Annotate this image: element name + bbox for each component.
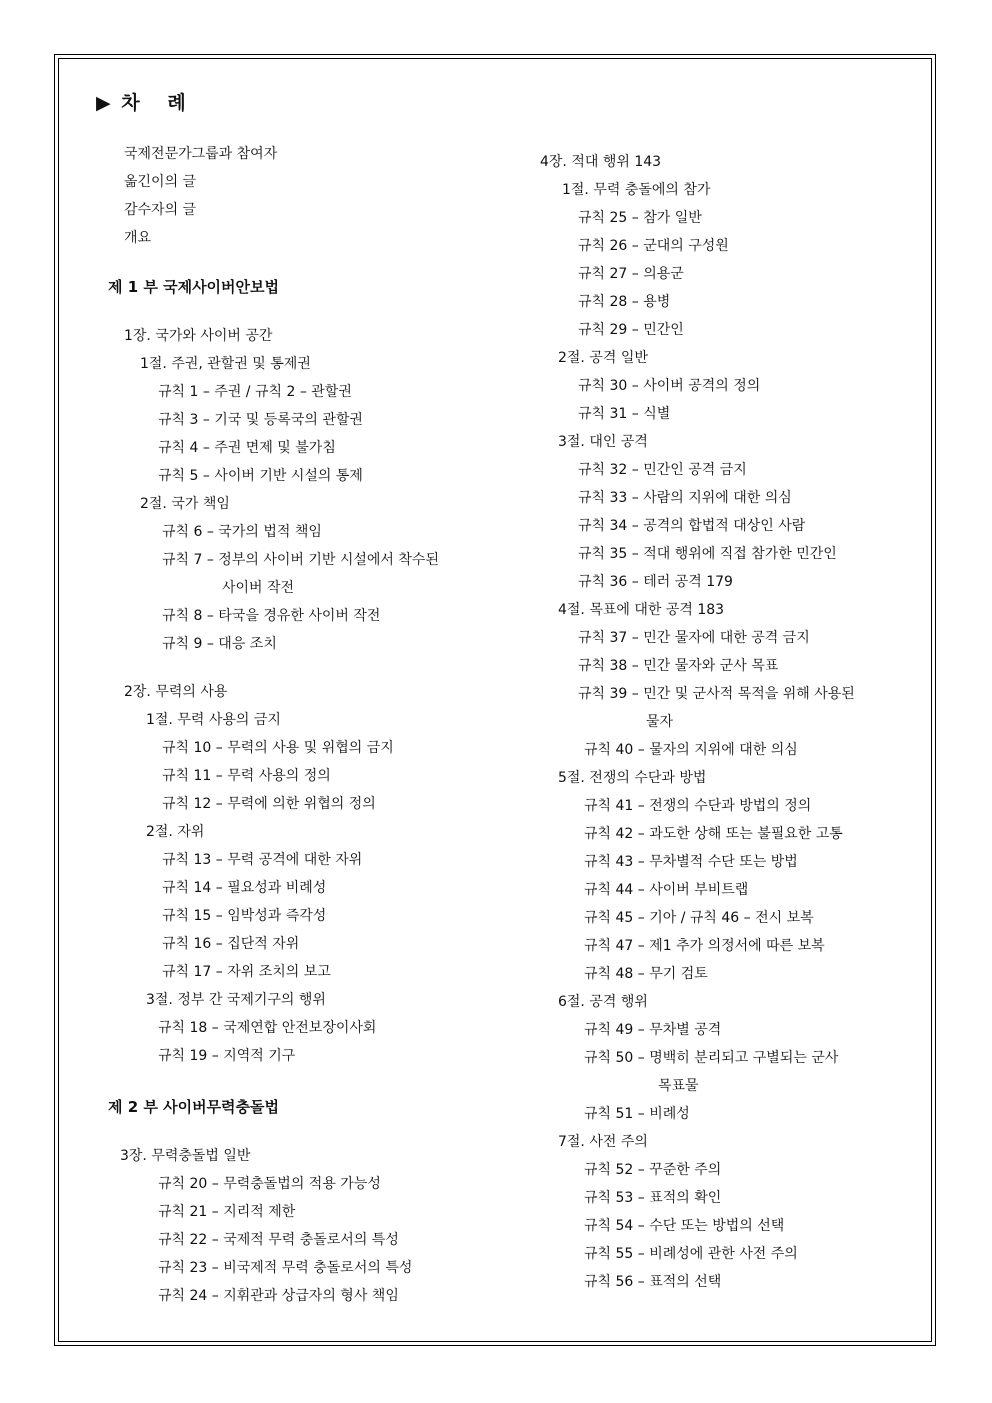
- toc-entry: 규칙 24 – 지휘관과 상급자의 형사 책임: [158, 1288, 399, 1304]
- toc-entry: 규칙 23 – 비국제적 무력 충돌로서의 특성: [158, 1260, 413, 1276]
- toc-entry: 규칙 7 – 정부의 사이버 기반 시설에서 착수된: [162, 552, 439, 568]
- toc-entry: 국제전문가그룹과 참여자: [124, 146, 278, 162]
- toc-entry: 규칙 12 – 무력에 의한 위협의 정의: [162, 796, 376, 812]
- toc-entry: 사이버 작전: [222, 580, 295, 596]
- toc-entry: 규칙 47 – 제1 추가 의정서에 따른 보복: [584, 938, 825, 954]
- toc-entry: 2절. 공격 일반: [558, 350, 648, 366]
- toc-entry: 규칙 52 – 꾸준한 주의: [584, 1162, 722, 1178]
- toc-entry: 규칙 35 – 적대 행위에 직접 참가한 민간인: [578, 546, 837, 562]
- toc-entry: 규칙 33 – 사람의 지위에 대한 의심: [578, 490, 792, 506]
- toc-entry: 규칙 28 – 용병: [578, 294, 671, 310]
- toc-entry: 규칙 17 – 자위 조치의 보고: [162, 964, 331, 980]
- toc-entry: 2절. 국가 책임: [140, 496, 230, 512]
- toc-entry: 7절. 사전 주의: [558, 1134, 648, 1150]
- toc-entry: 1장. 국가와 사이버 공간: [124, 328, 273, 344]
- toc-entry: 규칙 48 – 무기 검토: [584, 966, 708, 982]
- toc-entry: 규칙 36 – 테러 공격 179: [578, 574, 733, 590]
- toc-entry: 5절. 전쟁의 수단과 방법: [558, 770, 707, 786]
- toc-entry: 규칙 20 – 무력충돌법의 적용 가능성: [158, 1176, 381, 1192]
- toc-entry: 물자: [646, 714, 674, 730]
- toc-entry: 1절. 무력 사용의 금지: [146, 712, 281, 728]
- toc-entry: 규칙 44 – 사이버 부비트랩: [584, 882, 749, 898]
- toc-entry: 규칙 5 – 사이버 기반 시설의 통제: [158, 468, 363, 484]
- toc-entry: 규칙 21 – 지리적 제한: [158, 1204, 296, 1220]
- toc-entry: 규칙 32 – 민간인 공격 금지: [578, 462, 747, 478]
- toc-heading: ▶ 차 례: [96, 92, 188, 114]
- toc-entry: 규칙 10 – 무력의 사용 및 위협의 금지: [162, 740, 394, 756]
- toc-entry: 규칙 54 – 수단 또는 방법의 선택: [584, 1218, 785, 1234]
- toc-entry: 규칙 30 – 사이버 공격의 정의: [578, 378, 761, 394]
- toc-entry: 규칙 1 – 주권 / 규칙 2 – 관할권: [158, 384, 352, 400]
- toc-entry: 감수자의 글: [124, 202, 197, 218]
- toc-entry: 규칙 38 – 민간 물자와 군사 목표: [578, 658, 779, 674]
- toc-entry: 규칙 13 – 무력 공격에 대한 자위: [162, 852, 363, 868]
- toc-entry: 규칙 53 – 표적의 확인: [584, 1190, 722, 1206]
- toc-entry: 개요: [124, 230, 152, 246]
- toc-entry: 3장. 무력충돌법 일반: [120, 1148, 251, 1164]
- toc-entry: 규칙 49 – 무차별 공격: [584, 1022, 722, 1038]
- toc-entry: 규칙 42 – 과도한 상해 또는 불필요한 고통: [584, 826, 843, 842]
- toc-entry: 규칙 37 – 민간 물자에 대한 공격 금지: [578, 630, 810, 646]
- part-heading: 제 1 부 국제사이버안보법: [108, 278, 280, 296]
- toc-entry: 규칙 27 – 의용군: [578, 266, 684, 282]
- part-heading: 제 2 부 사이버무력충돌법: [108, 1098, 280, 1116]
- toc-entry: 규칙 14 – 필요성과 비례성: [162, 880, 327, 896]
- toc-entry: 3절. 대인 공격: [558, 434, 648, 450]
- toc-entry: 2장. 무력의 사용: [124, 684, 228, 700]
- toc-entry: 4장. 적대 행위 143: [540, 154, 662, 170]
- toc-entry: 규칙 50 – 명백히 분리되고 구별되는 군사: [584, 1050, 839, 1066]
- toc-entry: 규칙 22 – 국제적 무력 충돌로서의 특성: [158, 1232, 399, 1248]
- toc-entry: 규칙 31 – 식별: [578, 406, 671, 422]
- toc-entry: 규칙 3 – 기국 및 등록국의 관할권: [158, 412, 363, 428]
- toc-entry: 규칙 18 – 국제연합 안전보장이사회: [158, 1020, 377, 1036]
- toc-entry: 규칙 6 – 국가의 법적 책임: [162, 524, 322, 540]
- toc-entry: 규칙 8 – 타국을 경유한 사이버 작전: [162, 608, 381, 624]
- toc-entry: 규칙 45 – 기아 / 규칙 46 – 전시 보복: [584, 910, 814, 926]
- toc-entry: 규칙 29 – 민간인: [578, 322, 684, 338]
- toc-entry: 규칙 39 – 민간 및 군사적 목적을 위해 사용된: [578, 686, 855, 702]
- toc-entry: 규칙 25 – 참가 일반: [578, 210, 702, 226]
- toc-entry: 목표물: [658, 1078, 699, 1094]
- toc-entry: 규칙 9 – 대응 조치: [162, 636, 277, 652]
- toc-entry: 1절. 주권, 관할권 및 통제권: [140, 356, 311, 372]
- toc-entry: 규칙 56 – 표적의 선택: [584, 1274, 722, 1290]
- toc-entry: 규칙 15 – 임박성과 즉각성: [162, 908, 327, 924]
- toc-entry: 규칙 26 – 군대의 구성원: [578, 238, 729, 254]
- toc-entry: 규칙 16 – 집단적 자위: [162, 936, 300, 952]
- toc-entry: 2절. 자위: [146, 824, 205, 840]
- toc-entry: 규칙 19 – 지역적 기구: [158, 1048, 296, 1064]
- toc-entry: 규칙 34 – 공격의 합법적 대상인 사람: [578, 518, 806, 534]
- toc-entry: 규칙 4 – 주권 면제 및 불가침: [158, 440, 336, 456]
- toc-entry: 규칙 40 – 물자의 지위에 대한 의심: [584, 742, 798, 758]
- toc-entry: 규칙 55 – 비례성에 관한 사전 주의: [584, 1246, 798, 1262]
- toc-entry: 6절. 공격 행위: [558, 994, 648, 1010]
- toc-entry: 규칙 11 – 무력 사용의 정의: [162, 768, 331, 784]
- toc-entry: 3절. 정부 간 국제기구의 행위: [146, 992, 326, 1008]
- toc-entry: 옮긴이의 글: [124, 174, 197, 190]
- toc-entry: 규칙 41 – 전쟁의 수단과 방법의 정의: [584, 798, 812, 814]
- toc-entry: 1절. 무력 충돌에의 참가: [562, 182, 711, 198]
- toc-entry: 규칙 43 – 무차별적 수단 또는 방법: [584, 854, 798, 870]
- toc-entry: 규칙 51 – 비례성: [584, 1106, 690, 1122]
- toc-entry: 4절. 목표에 대한 공격 183: [558, 602, 725, 618]
